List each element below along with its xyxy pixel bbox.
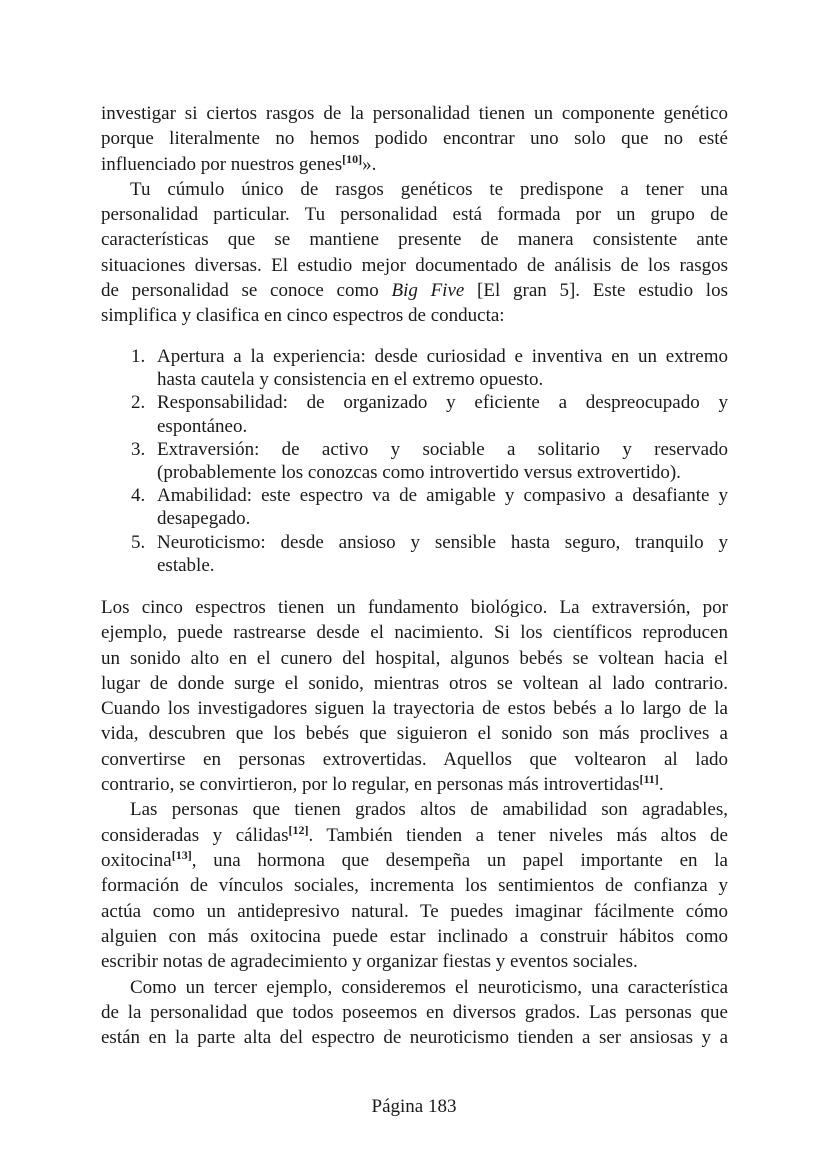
text-line: escribir notas de agradecimiento y organizar fiestas y eventos sociales.	[101, 951, 638, 973]
text-line: Las personas que tienen grados altos de amabilidad son agradables,	[130, 799, 728, 821]
text-line: características que se mantiene presente de manera consistente ante	[101, 229, 728, 251]
text: ».	[362, 153, 377, 175]
text: .	[658, 774, 664, 796]
paragraph-extraversion	[101, 595, 728, 797]
text-line: hasta cautela y consistencia en el extremo opuesto.	[157, 369, 544, 391]
text: de personalidad se conoce como	[101, 280, 392, 302]
list-item	[131, 438, 728, 484]
text-line	[101, 772, 728, 797]
text-line: están en la parte alta del espectro de neuroticismo tienden a ser ansiosas y a	[101, 1027, 728, 1049]
list-item	[131, 345, 728, 391]
text-line: estable.	[157, 554, 215, 576]
paragraph-big-five	[101, 177, 728, 329]
list-item	[131, 484, 728, 530]
text-line: actúa como un antidepresivo natural. Te puedes imaginar fácilmente cómo	[101, 900, 728, 922]
text-line	[101, 152, 728, 177]
text: influenciado por nuestros genes	[101, 153, 343, 175]
paragraph-continuation	[101, 101, 728, 177]
list-item	[131, 531, 728, 577]
text-line	[101, 823, 728, 848]
text-line: personalidad particular. Tu personalidad está formada por un grupo de	[101, 204, 728, 226]
list-number: 2.	[131, 392, 146, 414]
text-line: lugar de donde surge el sonido, mientras otros se voltean al lado contrario.	[101, 672, 728, 694]
text-line: situaciones diversas. El estudio mejor documentado de análisis de los rasgos	[101, 254, 728, 276]
emphasis: Big Five	[391, 280, 465, 302]
footnote-ref[interactable]: [13]	[171, 847, 192, 862]
text-line: ejemplo, puede rastrearse desde el nacimiento. Si los científicos reproducen	[101, 622, 728, 644]
text-line: de la personalidad que todos poseemos en diversos grados. Las personas que	[101, 1001, 728, 1023]
numbered-list	[131, 345, 728, 577]
text-line: simplifica y clasifica en cinco espectros de conducta:	[101, 305, 505, 327]
list-number: 1.	[131, 346, 146, 367]
footnote-ref[interactable]: [10]	[342, 151, 363, 166]
text: consideradas y cálidas	[101, 824, 289, 846]
page-number: Página 183	[371, 1096, 457, 1117]
text-line: Los cinco espectros tienen un fundamento biológico. La extraversión, por	[101, 597, 728, 618]
text-line: Extraversión: de activo y sociable a solitario y reservado	[157, 438, 728, 460]
list-item	[131, 391, 728, 437]
footnote-ref[interactable]: [12]	[288, 822, 309, 837]
text-line: espontáneo.	[157, 415, 248, 437]
text-line: vida, descubren que los bebés que siguieron el sonido son más proclives a	[101, 723, 728, 745]
text-line: porque literalmente no hemos podido encontrar uno solo que no esté	[101, 128, 728, 150]
text: oxitocina	[101, 849, 172, 871]
text-line: Responsabilidad: de organizado y eficiente a despreocupado y	[157, 392, 728, 414]
text-line	[101, 848, 728, 873]
text-line: (probablemente los conozcas como introvertido versus extrovertido).	[157, 461, 681, 483]
text-line: desapegado.	[157, 508, 251, 530]
text-line: Como un tercer ejemplo, consideremos el neuroticismo, una característica	[130, 976, 728, 998]
text: contrario, se convirtieron, por lo regular, en personas más introvertidas	[101, 774, 640, 796]
list-number: 4.	[131, 485, 146, 507]
text-line: formación de vínculos sociales, incrementa los sentimientos de confianza y	[101, 875, 728, 897]
paragraph-amabilidad	[101, 797, 728, 974]
text-line: Neuroticismo: desde ansioso y sensible hasta seguro, tranquilo y	[157, 531, 728, 553]
text-line: Amabilidad: este espectro va de amigable y compasivo a desafiante y	[157, 485, 728, 507]
list-number: 3.	[131, 438, 146, 460]
text: . También tienden a tener niveles más altos de	[308, 824, 728, 846]
text: , una hormona que desempeña un papel importante en la	[191, 849, 728, 871]
text-line	[101, 278, 728, 303]
text-line: convertirse en personas extrovertidas. Aquellos que voltearon al lado	[101, 748, 728, 770]
text: [El gran 5]. Este estudio los	[464, 280, 728, 302]
paragraph-neuroticismo	[101, 975, 728, 1051]
footnote-ref[interactable]: [11]	[639, 772, 659, 787]
text-line: alguien con más oxitocina puede estar inclinado a construir hábitos como	[101, 925, 728, 947]
text-line: un sonido alto en el cunero del hospital, algunos bebés se voltean hacia el	[101, 647, 728, 669]
list-number: 5.	[131, 531, 146, 553]
text-line: Cuando los investigadores siguen la trayectoria de estos bebés a lo largo de la	[101, 698, 728, 720]
text-line: Apertura a la experiencia: desde curiosidad e inventiva en un extremo	[157, 346, 728, 367]
text-line: investigar si ciertos rasgos de la personalidad tienen un componente genético	[101, 103, 728, 124]
text-line: Tu cúmulo único de rasgos genéticos te predispone a tener una	[130, 178, 728, 200]
